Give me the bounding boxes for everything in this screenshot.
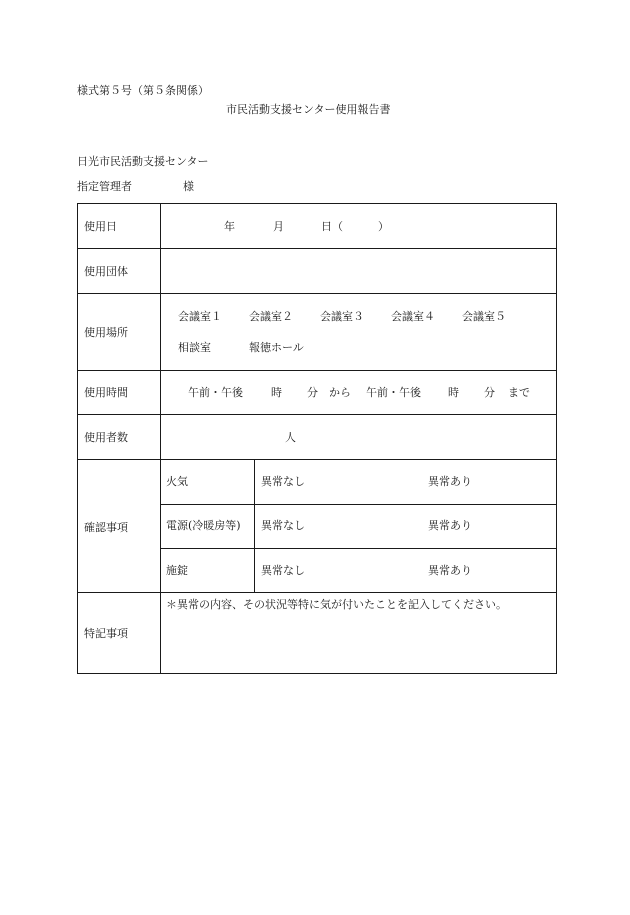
place-option-hall[interactable]: 報徳ホール <box>249 341 304 354</box>
check-label: 確認事項 <box>84 521 128 534</box>
count-label: 使用者数 <box>84 431 128 444</box>
place-option-room4[interactable]: 会議室４ <box>391 310 435 323</box>
notes-field[interactable] <box>166 616 550 668</box>
form-number: 様式第５号（第５条関係） <box>77 84 209 97</box>
check-power-abnormal[interactable]: 異常あり <box>428 519 472 532</box>
row-divider <box>78 459 556 460</box>
check-fire-abnormal[interactable]: 異常あり <box>428 475 472 488</box>
check-lock-normal[interactable]: 異常なし <box>261 564 305 577</box>
row-divider <box>160 504 556 505</box>
time-until: まで <box>508 386 530 399</box>
group-label: 使用団体 <box>84 265 128 278</box>
time-end-ampm[interactable]: 午前・午後 <box>366 386 421 399</box>
column-divider <box>160 204 161 673</box>
row-divider <box>78 414 556 415</box>
row-divider <box>78 248 556 249</box>
place-option-room3[interactable]: 会議室３ <box>320 310 364 323</box>
count-unit: 人 <box>285 431 296 444</box>
time-start-minute[interactable]: 分 <box>307 386 318 399</box>
document-title: 市民活動支援センター使用報告書 <box>226 103 391 116</box>
notes-label: 特記事項 <box>84 627 128 640</box>
time-end-hour[interactable]: 時 <box>448 386 459 399</box>
check-lock-abnormal[interactable]: 異常あり <box>428 564 472 577</box>
row-divider <box>78 592 556 593</box>
date-year[interactable]: 年 <box>224 220 235 233</box>
place-label: 使用場所 <box>84 326 128 339</box>
check-item-fire: 火気 <box>166 475 188 488</box>
date-weekday-close: ） <box>378 220 389 233</box>
report-table <box>77 203 557 674</box>
place-option-room1[interactable]: 会議室１ <box>178 310 222 323</box>
group-field[interactable] <box>168 256 548 280</box>
check-item-lock: 施錠 <box>166 564 188 577</box>
place-option-room2[interactable]: 会議室２ <box>249 310 293 323</box>
time-end-minute[interactable]: 分 <box>484 386 495 399</box>
check-power-normal[interactable]: 異常なし <box>261 519 305 532</box>
time-from: から <box>329 386 351 399</box>
date-day[interactable]: 日（ <box>321 220 343 233</box>
check-item-power: 電源(冷暖房等) <box>166 519 241 532</box>
column-divider <box>254 459 255 592</box>
time-label: 使用時間 <box>84 386 128 399</box>
notes-instruction: ＊異常の内容、その状況等特に気が付いたことを記入してください。 <box>166 598 507 611</box>
place-option-consult[interactable]: 相談室 <box>178 341 211 354</box>
time-start-ampm[interactable]: 午前・午後 <box>188 386 243 399</box>
manager-honorific: 様 <box>183 180 194 193</box>
manager-label: 指定管理者 <box>77 180 132 193</box>
check-fire-normal[interactable]: 異常なし <box>261 475 305 488</box>
date-label: 使用日 <box>84 220 117 233</box>
place-option-room5[interactable]: 会議室５ <box>462 310 506 323</box>
row-divider <box>78 370 556 371</box>
recipient-name: 日光市民活動支援センター <box>77 155 209 168</box>
row-divider <box>160 548 556 549</box>
row-divider <box>78 293 556 294</box>
time-start-hour[interactable]: 時 <box>271 386 282 399</box>
date-month[interactable]: 月 <box>273 220 284 233</box>
